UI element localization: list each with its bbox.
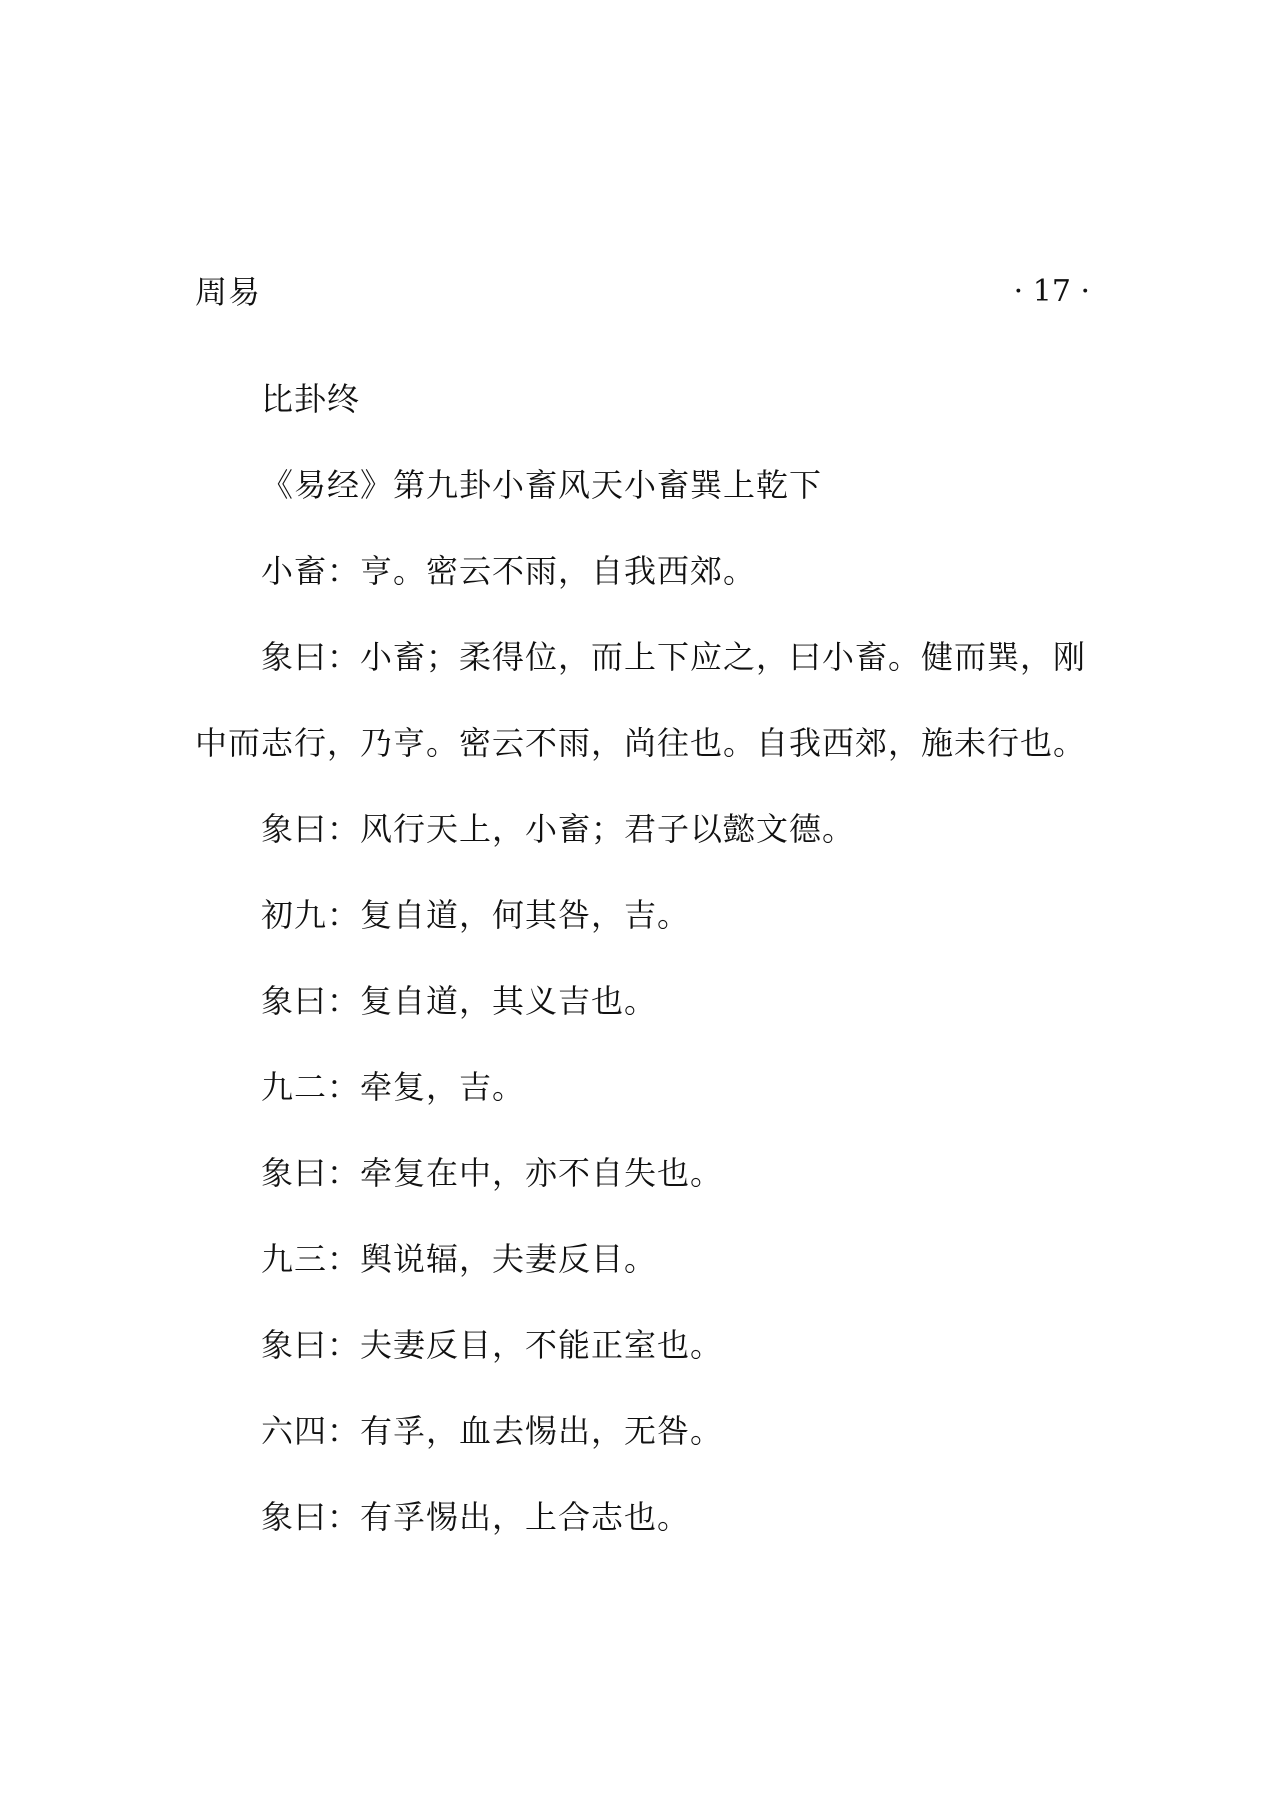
paragraph-judgment: 小畜：亨。密云不雨，自我西郊。: [261, 552, 757, 590]
paragraph-line-1-image: 象曰：复自道，其义吉也。: [261, 982, 658, 1020]
paragraph-chapter-heading: 《易经》第九卦小畜风天小畜巽上乾下: [261, 466, 823, 504]
paragraph-line-2-image: 象曰：牵复在中，亦不自失也。: [261, 1154, 724, 1192]
paragraph-image: 象曰：风行天上，小畜；君子以懿文德。: [261, 810, 856, 848]
book-title: 周易: [195, 273, 262, 311]
body-text: [195, 356, 1090, 1560]
paragraph-line-4-image: 象曰：有孚惕出，上合志也。: [261, 1498, 691, 1536]
paragraph-commentary: 象曰：小畜；柔得位，而上下应之，曰小畜。健而巽，刚中而志行，乃亨。密云不雨，尚往也。自我西郊，施未行也。: [195, 638, 1087, 762]
paragraph-section-end: 比卦终: [261, 380, 361, 418]
paragraph-line-3-image: 象曰：夫妻反目，不能正室也。: [261, 1326, 724, 1364]
running-header: [195, 270, 1090, 314]
page-number: · 17 ·: [1013, 274, 1090, 309]
paragraph-line-3: 九三：舆说辐，夫妻反目。: [261, 1240, 658, 1278]
paragraph-line-2: 九二：牵复，吉。: [261, 1068, 526, 1106]
paragraph-line-4: 六四：有孚，血去惕出，无咎。: [261, 1412, 724, 1450]
paragraph-line-1: 初九：复自道，何其咎，吉。: [261, 896, 691, 934]
